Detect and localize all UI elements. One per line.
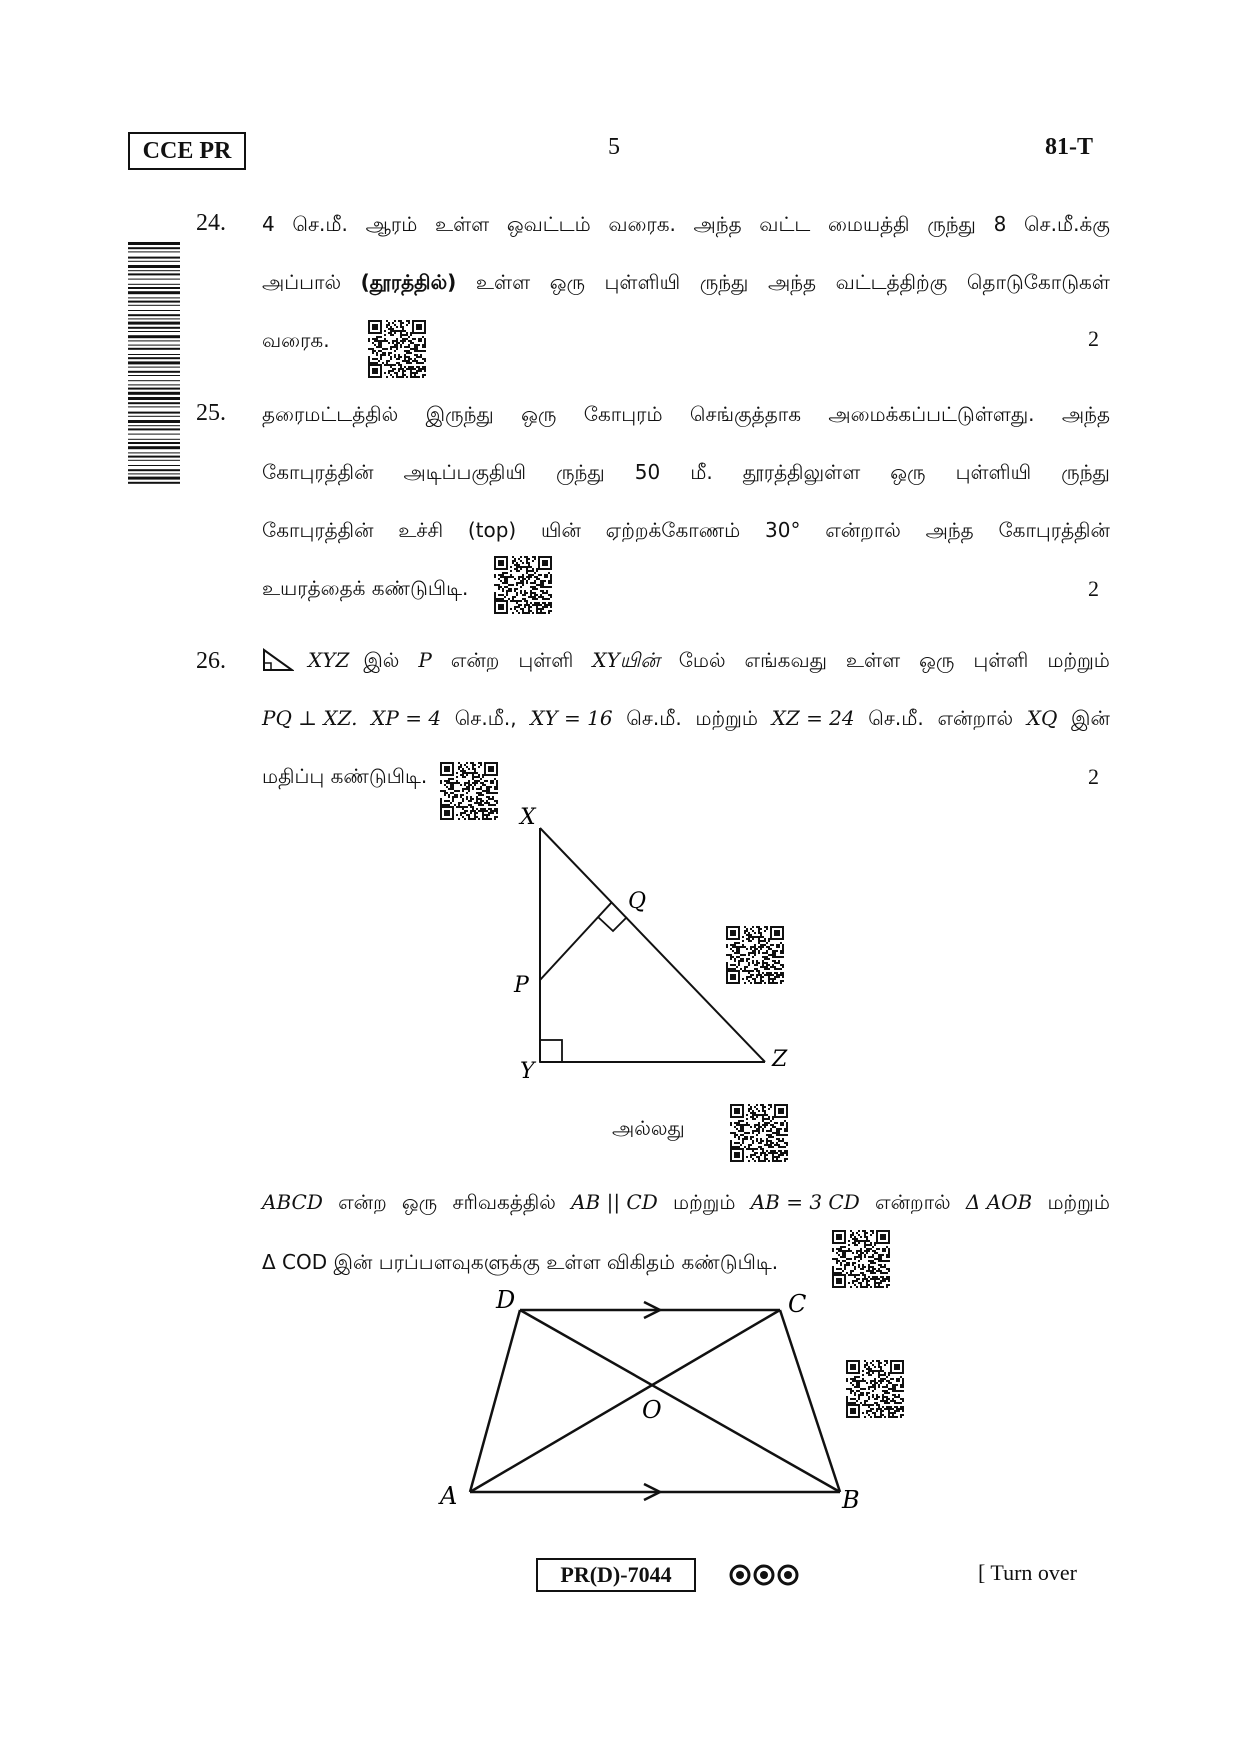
question-number-24: 24. <box>196 210 226 236</box>
right-angle-mark-q <box>598 917 627 931</box>
footer-code-box: PR(D)-7044 <box>536 1558 696 1592</box>
word: ஒரு <box>890 460 926 484</box>
three-circles-icon <box>728 1562 800 1588</box>
q26-alt-line2 <box>262 1250 1110 1277</box>
label-o: O <box>642 1396 662 1424</box>
qr-code-icon <box>494 556 552 614</box>
page-number: 5 <box>608 134 620 160</box>
word: உள்ள <box>434 212 490 236</box>
q26-marks: 2 <box>1088 764 1099 789</box>
word: மற்றும் <box>1047 648 1110 672</box>
q26-find-text: மதிப்பு கண்டுபிடி. <box>262 764 428 788</box>
word: இன் <box>1071 706 1110 730</box>
label-x: X <box>520 805 536 830</box>
q25-line4 <box>262 576 1110 603</box>
word: XZ = 24 <box>771 706 855 730</box>
word: புள்ளியி <box>604 270 681 294</box>
segment-pq <box>540 902 612 980</box>
label-y: Y <box>520 1059 535 1080</box>
word: ஒரு <box>521 402 557 426</box>
q24-word: அப்பால் <box>262 270 342 294</box>
qr-code-icon <box>440 762 498 820</box>
q26-line2 <box>262 706 1110 733</box>
word: என்றால் <box>874 1190 951 1214</box>
word: என்றால் <box>937 706 1014 730</box>
word: புள்ளி <box>518 648 574 672</box>
word: மேல் <box>678 648 726 672</box>
q25-find-text: உயரத்தைக் கண்டுபிடி. <box>262 576 469 600</box>
or-text: அல்லது <box>612 1116 685 1140</box>
side-bc <box>780 1310 840 1492</box>
word: தொடுகோடுகள் <box>966 270 1110 294</box>
q24-bold-word: (தூரத்தில்) <box>360 270 457 294</box>
word: அந்த <box>925 518 974 542</box>
word: 30° <box>765 518 801 542</box>
label-a: A <box>440 1482 458 1510</box>
word: அந்த <box>767 270 817 294</box>
word: என்ற <box>450 648 500 672</box>
word: (top) <box>467 518 517 542</box>
label-c: C <box>788 1290 807 1318</box>
word: அடிப்பகுதியி <box>403 460 526 484</box>
word: ஆரம் <box>365 212 418 236</box>
word: XYயின் <box>592 648 660 672</box>
q26-triangle-name: XYZ <box>308 648 350 672</box>
turn-over-text: [ Turn over <box>978 1560 1078 1585</box>
q25-line1 <box>262 402 1110 429</box>
word: என்ற <box>338 1190 387 1214</box>
word: ஏற்றக்கோணம் <box>605 518 741 542</box>
word: என்றால் <box>825 518 901 542</box>
word: மற்றும் <box>695 706 758 730</box>
word: தூரத்திலுள்ள <box>742 460 861 484</box>
word: யின் <box>541 518 581 542</box>
word: சரிவகத்தில் <box>452 1190 556 1214</box>
word: எங்கவது <box>744 648 827 672</box>
side-ad <box>470 1310 520 1492</box>
word: இருந்து <box>425 402 494 426</box>
word: மற்றும் <box>1047 1190 1110 1214</box>
word: 4 <box>262 212 275 236</box>
paper-code: 81-T <box>1045 134 1093 160</box>
q25-line2 <box>262 460 1110 487</box>
header-code-box: CCE PR <box>128 132 246 170</box>
word: கோபுரத்தின் <box>998 518 1110 542</box>
word: PQ ⊥ XZ. <box>262 706 358 730</box>
word: XP = 4 <box>371 706 442 730</box>
diagonal-bd <box>520 1310 840 1492</box>
word: Δ AOB <box>965 1190 1033 1214</box>
q25-marks: 2 <box>1088 576 1099 601</box>
word: ஒவட்டம் <box>506 212 591 236</box>
word: வட்டத்திற்கு <box>835 270 948 294</box>
word: ருந்து <box>699 270 749 294</box>
trapezium-figure-abcd <box>430 1280 870 1510</box>
label-q: Q <box>628 889 647 914</box>
word: ஒரு <box>919 648 955 672</box>
q26-line1 <box>262 648 1110 675</box>
word: புள்ளியி <box>955 460 1032 484</box>
word: 8 <box>993 212 1007 236</box>
word: கோபுரம் <box>583 402 663 426</box>
word: ஒரு <box>401 1190 438 1214</box>
word: செ.மீ.க்கு <box>1023 212 1110 236</box>
word: புள்ளி <box>973 648 1029 672</box>
word: அந்த <box>1061 402 1110 426</box>
qr-code-icon <box>368 320 426 378</box>
q24-line2 <box>262 270 1110 297</box>
label-z: Z <box>772 1047 788 1072</box>
word: ABCD <box>262 1190 323 1214</box>
label-b: B <box>842 1486 860 1510</box>
right-angle-mark-y <box>540 1040 562 1062</box>
q26-alt-find-text: Δ COD இன் பரப்பளவுகளுக்கு உள்ள விகிதம் கண்டுபிடி. <box>262 1250 779 1274</box>
word: வரைக. <box>608 212 676 236</box>
word: மீ. <box>690 460 713 484</box>
word: வட்ட <box>759 212 811 236</box>
word: 50 <box>634 460 661 484</box>
word: உள்ள <box>475 270 531 294</box>
label-p: P <box>514 973 529 998</box>
word: மற்றும் <box>672 1190 736 1214</box>
word: செங்குத்தாக <box>689 402 802 426</box>
word: செ.மீ. <box>626 706 682 730</box>
qr-code-icon <box>846 1360 904 1418</box>
word: தரைமட்டத்தில் <box>262 402 399 426</box>
word: P <box>418 648 432 672</box>
word: AB = 3 CD <box>750 1190 860 1214</box>
question-number-26: 26. <box>196 648 226 674</box>
q24-draw-text: வரைக. <box>262 328 330 352</box>
word: செ.மீ. <box>292 212 348 236</box>
qr-code-icon <box>730 1104 788 1162</box>
question-number-25: 25. <box>196 400 226 426</box>
q24-line1 <box>262 212 1110 239</box>
q25-line3 <box>262 518 1110 545</box>
word: கோபுரத்தின் <box>262 518 374 542</box>
q26-line3 <box>262 764 1110 791</box>
right-triangle-icon <box>262 648 294 672</box>
diagonal-ac <box>470 1310 780 1492</box>
word: ருந்து <box>927 212 976 236</box>
q26-alt-line1 <box>262 1190 1110 1217</box>
word: செ.மீ. <box>868 706 924 730</box>
word: கோபுரத்தின் <box>262 460 374 484</box>
q24-marks: 2 <box>1088 326 1099 351</box>
qr-code-icon <box>726 926 784 984</box>
label-d: D <box>496 1286 516 1314</box>
word: அமைக்கப்பட்டுள்ளது. <box>828 402 1035 426</box>
word: இல் <box>363 648 400 672</box>
word: AB || CD <box>571 1190 658 1214</box>
barcode-graphic <box>128 242 180 486</box>
word: அந்த <box>693 212 742 236</box>
word: மையத்தி <box>827 212 910 236</box>
word: செ.மீ., <box>454 706 517 730</box>
word: உள்ள <box>845 648 901 672</box>
word: ஒரு <box>549 270 585 294</box>
word: ருந்து <box>1061 460 1110 484</box>
word: XY = 16 <box>530 706 613 730</box>
word: XQ <box>1026 706 1058 730</box>
word: ருந்து <box>555 460 605 484</box>
word: உச்சி <box>398 518 444 542</box>
